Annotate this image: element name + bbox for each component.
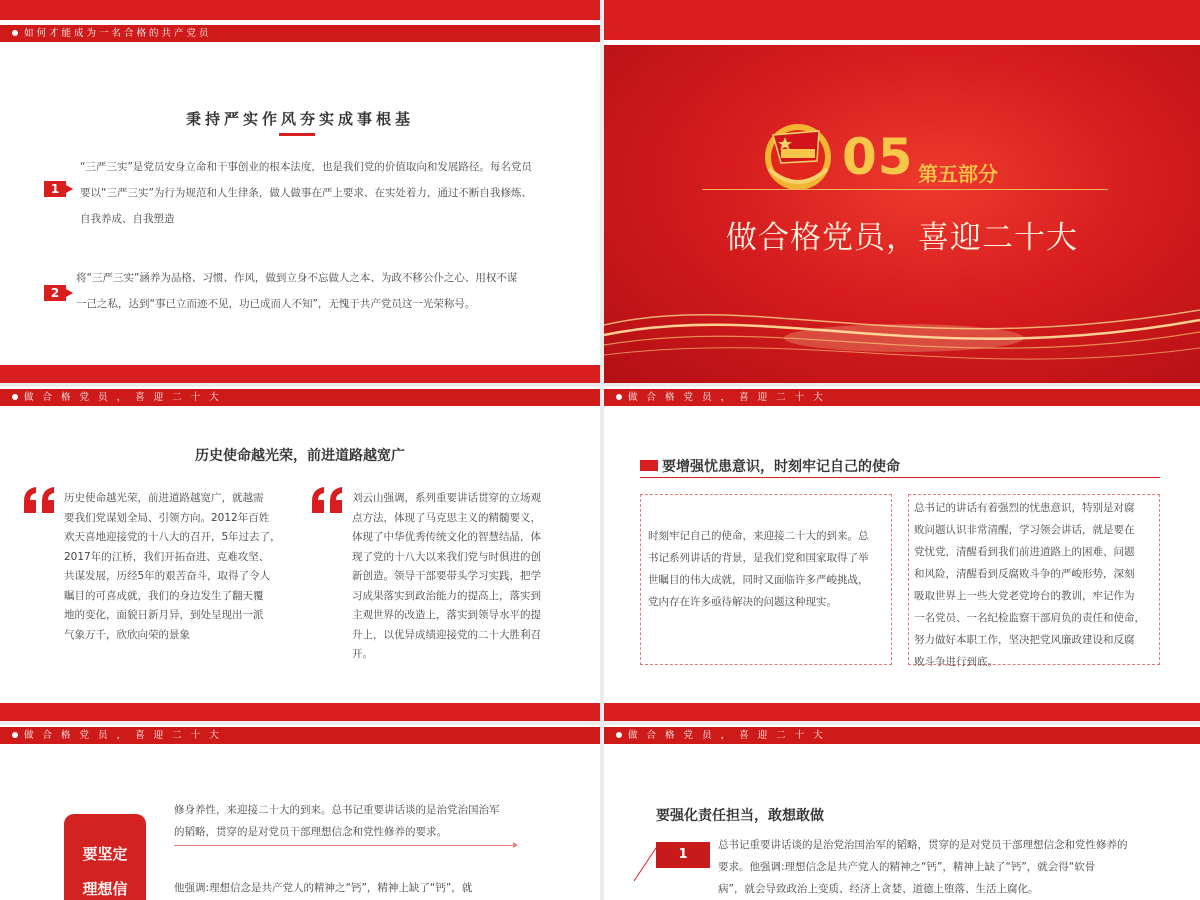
text-line: 2017年的江桥，我们开拓奋进、克难攻坚、 [64,550,270,563]
text-line: 党内存在许多亟待解决的问题这种现实。 [648,596,837,608]
text-line: 主观世界的改造上，落实到领导水平的提 [352,609,541,621]
section-label: 做 合 格 党 员 ， 喜 迎 二 十 大 [24,730,222,741]
right-paragraph [352,489,582,665]
text-line: 总书记的讲话有着强烈的忧患意识，特别是对腐 [914,502,1135,514]
section-label-bar [0,389,600,406]
title-marker [640,460,658,471]
paragraph-1 [80,154,580,232]
left-paragraph [648,525,888,613]
bottom-red-band [604,703,1200,721]
youth-league-emblem-icon [759,117,837,195]
slide-title: 要增强忧患意识，时刻牢记自己的使命 [662,459,900,475]
slide-title: 历史使命越光荣，前进道路越宽广 [195,448,405,464]
text-line: 要求。他强调:理想信念是共产党人的精神之“钙”，精神上缺了“钙”，就会得“软骨 [718,861,1096,873]
title-rule [640,477,1160,478]
title-underline [279,133,315,136]
left-paragraph [64,489,304,645]
text-line: 努力做好本职工作，坚决把党风廉政建设和反腐 [914,634,1135,646]
quote-mark-icon [22,485,58,515]
slide-5[interactable] [0,725,600,900]
bullet-dot-icon [12,394,18,400]
text-line: 书记系列讲话的背景，是我们党和国家取得了举 [648,552,869,564]
section-heading: 做合格党员，喜迎二十大 [726,220,1078,256]
text-line: 病”，就会导致政治上变质、经济上贪婪、道德上堕落、生活上腐化。 [718,883,1039,895]
number-tag-2: 2 [44,285,66,301]
number-tag-1: 1 [656,842,710,868]
bottom-red-band [0,703,600,721]
section-label-bar [604,727,1200,744]
paragraph-1 [174,799,574,843]
arrow-divider [174,845,514,846]
right-paragraph [914,497,1158,673]
section-label: 做 合 格 党 员 ， 喜 迎 二 十 大 [628,392,826,403]
text-line: 世瞩目的伟大成就，同时又面临许多严峻挑战， [648,574,869,586]
bullet-dot-icon [12,30,18,36]
section-label: 做 合 格 党 员 ， 喜 迎 二 十 大 [24,392,222,403]
text-line: 败问题认识非常清醒，学习领会讲话，就是要在 [914,524,1135,536]
paragraph [718,834,1168,900]
top-red-band [604,0,1200,40]
slide-6[interactable] [604,725,1200,900]
paragraph-2 [76,265,576,317]
text-line: 瞩目的可喜成就，我们的身边发生了翻天覆 [64,589,264,602]
section-label-bar [0,727,600,744]
text-line: 时刻牢记自己的使命，来迎接二十大的到来。总 [648,530,869,542]
text-line: 一己之私，达到“事已立而迹不见，功已成而人不知”，无愧于共产党员这一光荣称号。 [76,298,476,310]
golden-wave-decoration [604,270,1200,383]
text-line: 要以“三严三实”为行为规范和人生律条，做人做事在严上要求、在实处着力，通过不断自我修炼、 [80,187,532,199]
text-line: 新创造。领导干部要带头学习实践，把学 [352,570,541,582]
text-line: 的韬略，贯穿的是对党员干部理想信念和党性修养的要求。 [174,826,447,838]
text-line: 将“三严三实”涵养为品格、习惯、作风，做到立身不忘做人之本、为政不移公仆之心、用权不谋 [76,272,518,284]
slide-title: 秉持严实作风夯实成事根基 [185,110,414,128]
section-number: 05 [842,128,914,186]
text-line: 一名党员、一名纪检监察干部肩负的责任和使命， [914,612,1145,624]
text-line: 总书记重要讲话谈的是治党治国治军的韬略，贯穿的是对党员干部理想信念和党性修养的 [718,839,1128,851]
highlight-box-line-2: 理想信 [82,880,128,898]
text-line: 习成果落实到政治能力的提高上，落实到 [352,589,541,602]
bullet-dot-icon [616,732,622,738]
text-line: 升上，以优异成绩迎接党的二十大胜利召 [352,628,541,641]
text-line: 党忧党，清醒看到我们前进道路上的困难、问题 [914,546,1135,558]
paragraph-2: 他强调:理想信念是共产党人的精神之“钙”，精神上缺了“钙”，就 [174,882,473,894]
bullet-dot-icon [616,394,622,400]
text-line: 败斗争进行到底。 [914,656,998,668]
text-line: 地的变化，面貌日新月异，到处呈现出一派 [64,609,264,621]
section-label-bar [0,25,600,42]
gold-divider [702,189,1108,190]
text-line: “三严三实”是党员安身立命和干事创业的根本法度，也是我们党的价值取向和发展路径。每名党员 [80,161,532,173]
text-line: 体现了中华优秀传统文化的智慧结晶，体 [352,531,541,543]
section-part-label: 第五部分 [918,162,998,186]
text-line: 修身养性，来迎接二十大的到来。总书记重要讲话谈的是治党治国治军 [174,804,500,816]
slide-4[interactable] [604,387,1200,721]
highlight-box-line-1: 要坚定 [82,845,128,863]
text-line: 自我养成、自我塑造 [80,213,175,225]
bullet-dot-icon [12,732,18,738]
text-line: 欢天喜地迎接党的十八大的召开，5年过去了， [64,531,281,543]
section-label-bar [604,389,1200,406]
text-line: 历史使命越光荣，前进道路越宽广，就越需 [64,492,264,504]
text-line: 吸取世界上一些大党老党垮台的教训，牢记作为 [914,590,1135,602]
section-label: 做 合 格 党 员 ， 喜 迎 二 十 大 [628,730,826,741]
number-tag-1: 1 [44,181,66,197]
bottom-red-band [0,365,600,383]
text-line: 气象万千，欣欣向荣的景象 [64,628,190,641]
section-label: 如何才能成为一名合格的共产党员 [24,28,212,39]
slide-2[interactable] [604,0,1200,383]
text-line: 要我们党谋划全局、引领方向。2012年百姓 [64,511,270,524]
top-red-band [0,0,600,20]
text-line: 刘云山强调，系列重要讲话贯穿的立场观 [352,492,541,504]
text-line: 现了党的十八大以来我们党与时俱进的创 [352,550,541,563]
slide-3[interactable] [0,387,600,721]
slide-title: 要强化责任担当，敢想敢做 [656,808,824,824]
text-line: 和风险，清醒看到反腐败斗争的严峻形势，深刻 [914,568,1135,580]
slide-1[interactable] [0,0,600,383]
quote-mark-icon [310,485,346,515]
text-line: 共谋发展，历经5年的艰苦奋斗，取得了令人 [64,570,271,582]
text-line: 点方法，体现了马克思主义的精髓要义， [352,511,541,524]
text-line: 开。 [352,648,373,660]
